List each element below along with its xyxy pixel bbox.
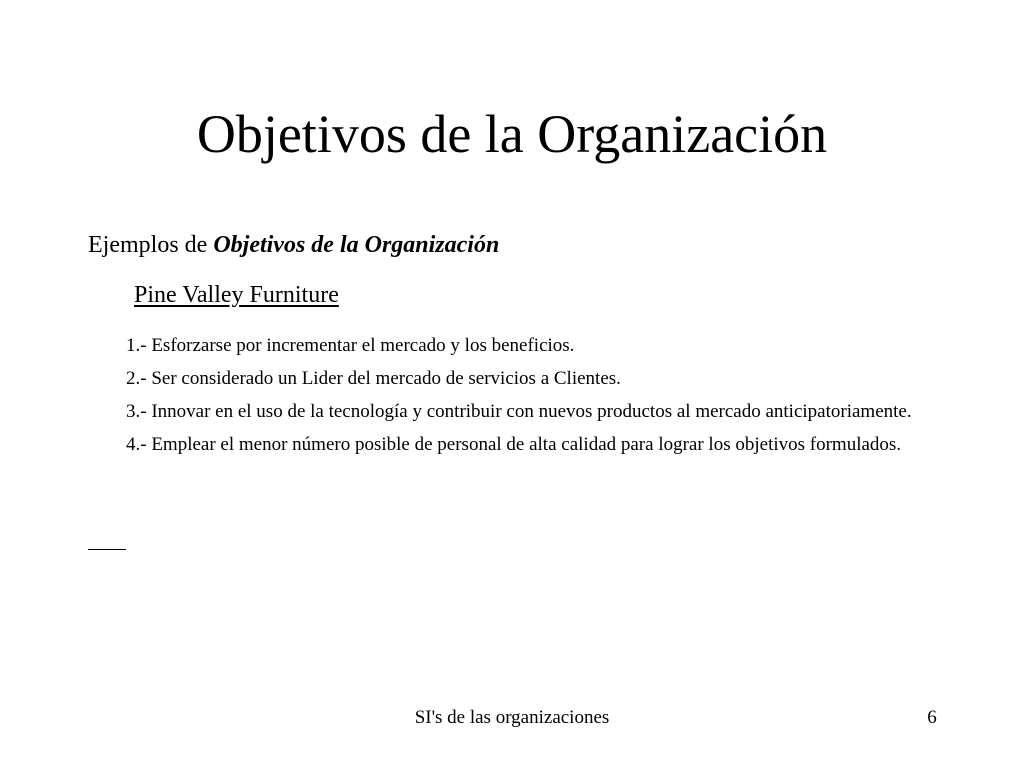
objective-item: 3.- Innovar en el uso de la tecnología y contribuir con nuevos productos al mercado anticipatoriamente. — [126, 401, 912, 422]
slide-title: Objetivos de la Organización — [196, 104, 828, 164]
objectives-list — [126, 332, 926, 464]
underscore-mark — [88, 549, 126, 550]
objective-item: 1.- Esforzarse por incrementar el mercado y los beneficios. — [126, 335, 575, 356]
intro-emphasis: Objetivos de la Organización — [213, 232, 500, 258]
objective-item: 4.- Emplear el menor número posible de personal de alta calidad para lograr los objetivos formulados. — [126, 434, 902, 455]
page-number: 6 — [927, 707, 937, 728]
company-name: Pine Valley Furniture — [134, 282, 339, 308]
intro-prefix: Ejemplos de — [88, 232, 214, 258]
intro-line — [88, 230, 499, 260]
footer-text: SI's de las organizaciones — [414, 707, 610, 728]
objective-item: 2.- Ser considerado un Lider del mercado de servicios a Clientes. — [126, 368, 621, 389]
